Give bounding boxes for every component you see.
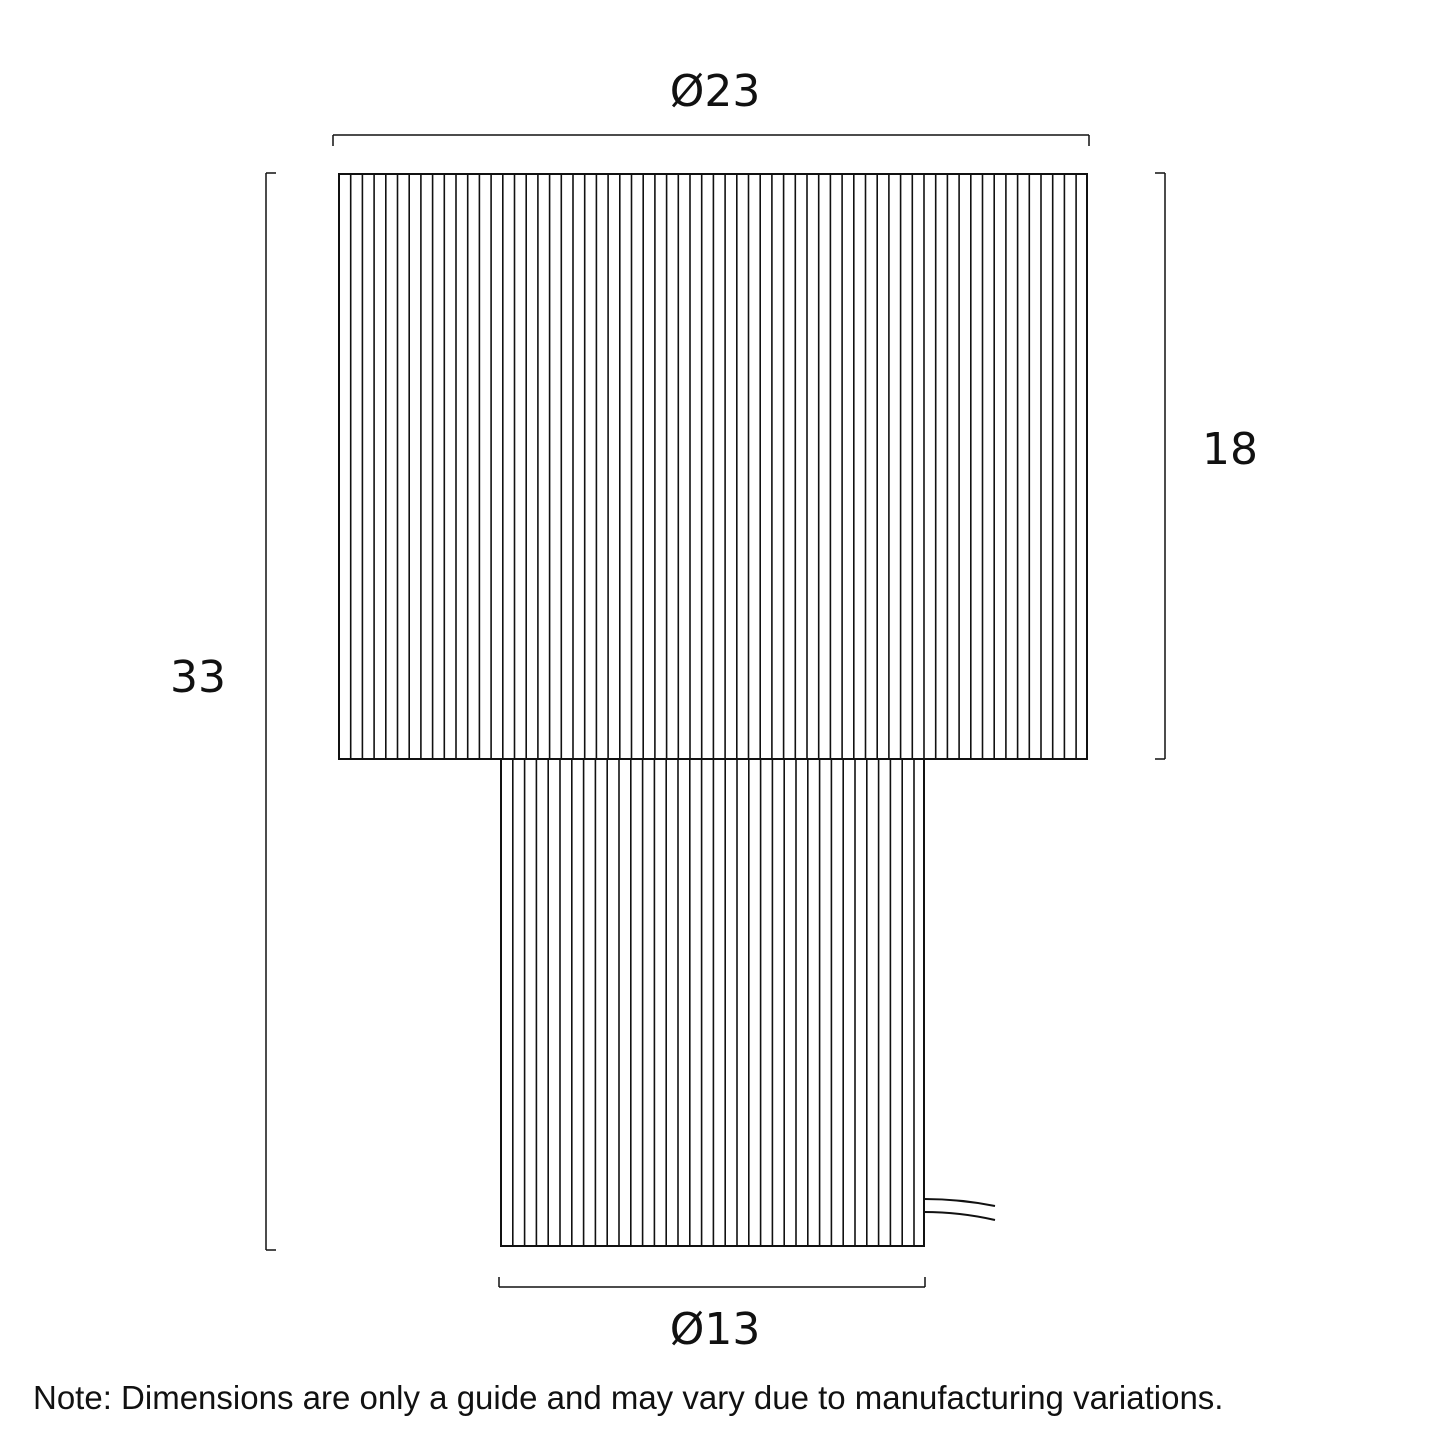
lamp-base — [501, 759, 924, 1246]
lamp-base-ribs — [513, 759, 914, 1246]
total-height-label: 33 — [170, 652, 226, 703]
power-cord-upper — [924, 1199, 995, 1206]
base-diameter-label: Ø13 — [669, 1304, 761, 1355]
shade-diameter-dimension-line — [333, 135, 1089, 146]
shade-height-label: 18 — [1202, 424, 1258, 475]
shade-height-dimension-line — [1155, 173, 1165, 759]
base-diameter-dimension-line — [499, 1277, 925, 1287]
shade-diameter-label: Ø23 — [669, 66, 761, 117]
dimensions-note: Note: Dimensions are only a guide and may vary due to manufacturing variations. — [33, 1379, 1224, 1416]
power-cord-lower — [924, 1212, 995, 1220]
lamp-shade-ribs — [351, 174, 1076, 759]
total-height-dimension-line — [266, 173, 276, 1250]
